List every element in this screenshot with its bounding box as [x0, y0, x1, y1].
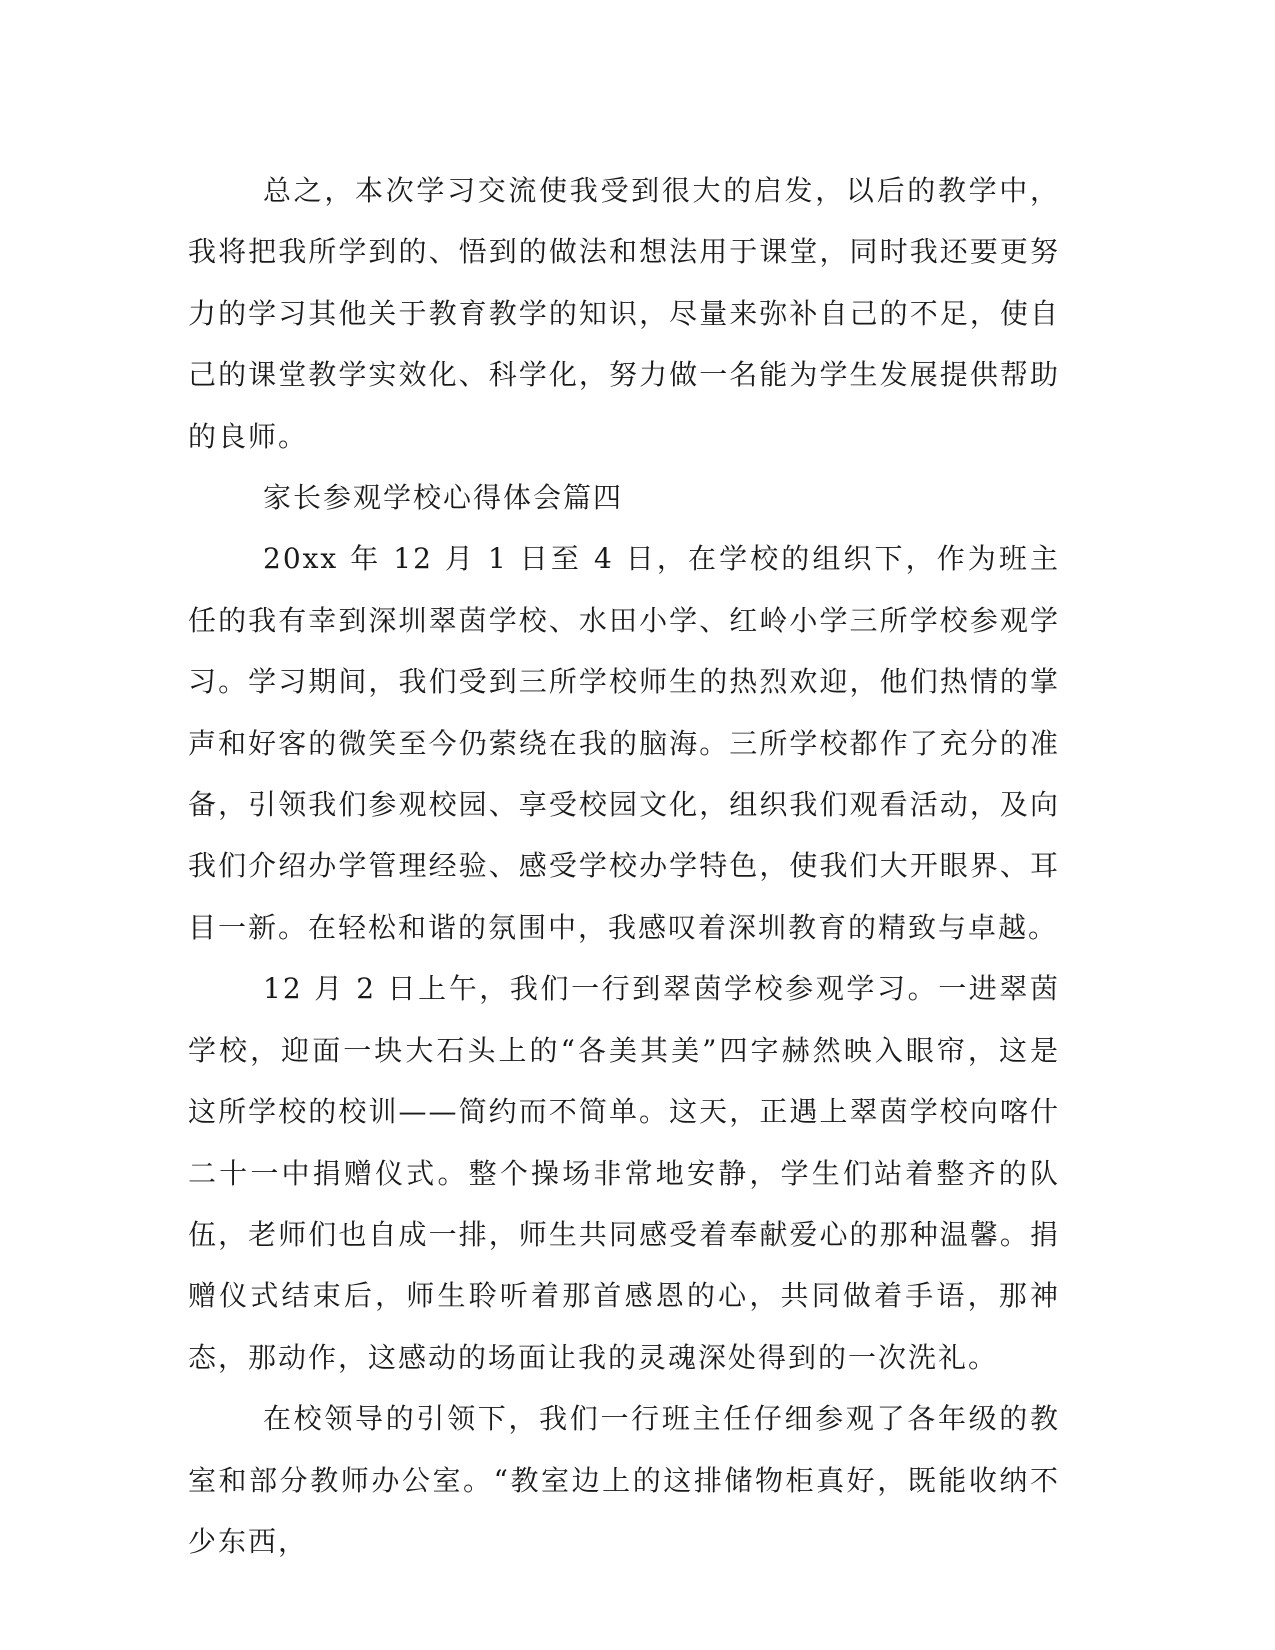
- document-body: [188, 160, 1060, 1572]
- paragraph-classroom-tour: 在校领导的引领下，我们一行班主任仔细参观了各年级的教室和部分教师办公室。“教室边上的这排储物柜真好，既能收纳不少东西，: [188, 1402, 1060, 1558]
- paragraph-visit-intro: 20xx 年 12 月 1 日至 4 日，在学校的组织下，作为班主任的我有幸到深圳翠茵学校、水田小学、红岭小学三所学校参观学习。学习期间，我们受到三所学校师生的热烈欢迎，他们热情的掌声和好客的微笑至今仍萦绕在我的脑海。三所学校都作了充分的准备，引领我们参观校园、享受校园文化，组织我们观看活动，及向我们介绍办学管理经验、感受学校办学特色，使我们大开眼界、耳目一新。在轻松和谐的氛围中，我感叹着深圳教育的精致与卓越。: [188, 542, 1060, 944]
- paragraph-cuiyin-school: 12 月 2 日上午，我们一行到翠茵学校参观学习。一进翠茵学校，迎面一块大石头上的“各美其美”四字赫然映入眼帘，这是这所学校的校训——简约而不简单。这天，正遇上翠茵学校向喀什二十一中捐赠仪式。整个操场非常地安静，学生们站着整齐的队伍，老师们也自成一排，师生共同感受着奉献爱心的那种温馨。捐赠仪式结束后，师生聆听着那首感恩的心，共同做着手语，那神态，那动作，这感动的场面让我的灵魂深处得到的一次洗礼。: [188, 972, 1060, 1374]
- section-heading: 家长参观学校心得体会篇四: [263, 481, 624, 515]
- paragraph-conclusion: 总之，本次学习交流使我受到很大的启发，以后的教学中，我将把我所学到的、悟到的做法和想法用于课堂，同时我还要更努力的学习其他关于教育教学的知识，尽量来弥补自己的不足，使自己的课堂教学实效化、科学化，努力做一名能为学生发展提供帮助的良师。: [188, 174, 1060, 453]
